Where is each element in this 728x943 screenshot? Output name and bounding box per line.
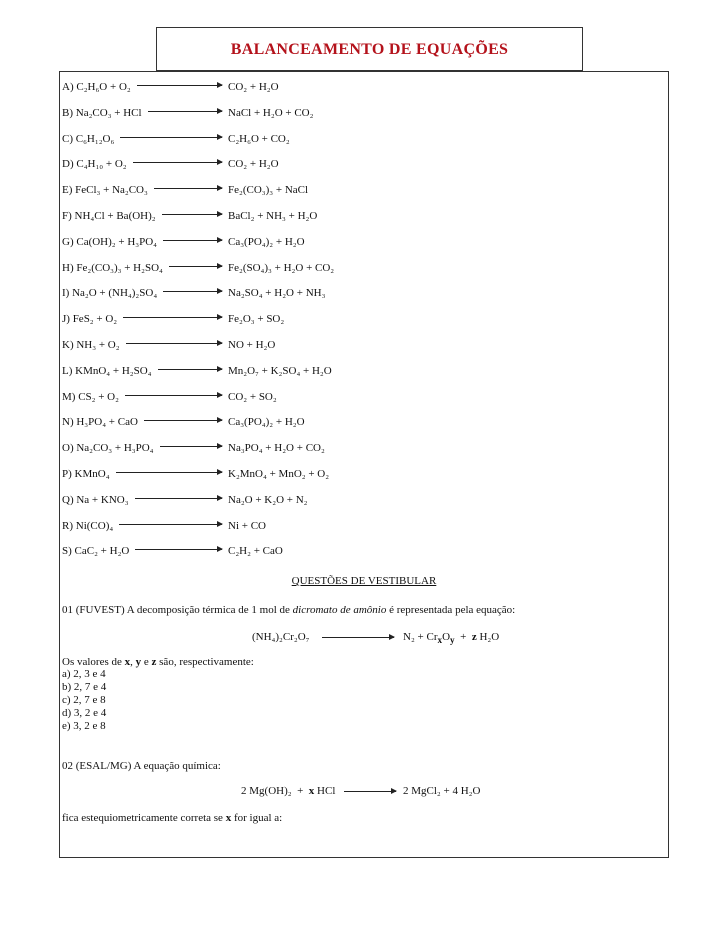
option-a: a) 2, 3 e 4 — [62, 668, 106, 680]
equation-products: Na₂O + K₂O + N₂ — [228, 493, 308, 506]
equation-products: Ni + CO — [228, 519, 266, 532]
option-d: d) 3, 2 e 4 — [62, 707, 107, 719]
reaction-arrow — [123, 317, 222, 318]
q1-rhs-part: N₂ + Cr — [403, 631, 438, 643]
question-1-header — [62, 604, 515, 617]
equation-products: C₂H₆O + CO₂ — [228, 132, 290, 145]
question-2-equation-rhs: 2 MgCl₂ + 4 H₂O — [403, 785, 481, 797]
page-title: BALANCEAMENTO DE EQUAÇÕES — [230, 41, 509, 58]
question-2-stem — [62, 812, 282, 825]
q2-stem-part: fica estequiometricamente correta se — [62, 812, 226, 824]
reaction-arrow — [160, 446, 222, 447]
equation-reactants: A) C₂H₆O + O₂ — [62, 81, 131, 93]
equation-reactants: H) Fe₂(CO₃)₃ + H₂SO₄ — [62, 261, 163, 274]
equation-products: Na₃PO₄ + H₂O + CO₂ — [228, 442, 325, 455]
q1-rhs-part: H₂O — [476, 631, 500, 643]
q1-rhs-part: O — [442, 631, 451, 643]
equation-reactants: R) Ni(CO)₄ — [62, 519, 114, 532]
equation-products: Fe₂(CO₃)₃ + NaCl — [228, 184, 309, 197]
reaction-arrow — [144, 420, 222, 421]
equation-reactants: B) Na₂CO₃ + HCl — [62, 106, 142, 119]
reaction-arrow — [162, 214, 222, 215]
equation-reactants: K) NH₃ + O₂ — [62, 339, 120, 351]
q2-eq-x: x — [308, 785, 315, 797]
equation-products: CO₂ + H₂O — [228, 158, 279, 171]
equation-reactants: C) C₆H₁₂O₆ — [62, 132, 115, 145]
content-frame — [59, 71, 669, 858]
question-1-equation-rhs — [403, 631, 499, 647]
section-title: QUESTÕES DE VESTIBULAR — [291, 575, 437, 587]
reaction-arrow — [137, 85, 222, 86]
option-e: e) 3, 2 e 8 — [62, 720, 106, 732]
reaction-arrow — [125, 395, 222, 396]
equation-products: NaCl + H₂O + CO₂ — [228, 106, 314, 119]
reaction-arrow — [135, 549, 222, 550]
equation-reactants: M) CS₂ + O₂ — [62, 390, 119, 403]
equation-products: Fe₂O₃ + SO₂ — [228, 313, 285, 326]
question-2-equation-lhs — [241, 785, 335, 798]
reaction-arrow — [133, 162, 222, 163]
reaction-arrow — [135, 498, 222, 499]
reaction-arrow — [169, 266, 222, 267]
q1-stem-part: Os valores de — [62, 656, 125, 668]
q2-stem-x: x — [225, 812, 232, 824]
reaction-arrow — [158, 369, 222, 370]
q2-lhs-part: 2 Mg(OH)₂ + — [241, 785, 309, 797]
equation-products: Mn₂O₇ + K₂SO₄ + H₂O — [228, 364, 332, 377]
equation-reactants: P) KMnO₄ — [62, 468, 110, 480]
q1-italic: dicromato de amônio — [292, 604, 387, 616]
equation-products: Ca₃(PO₄)₂ + H₂O — [228, 416, 305, 429]
q2-stem-part: for igual a: — [231, 812, 283, 824]
equation-products: CO₂ + H₂O — [228, 81, 279, 93]
q1-stem-part: e — [141, 656, 152, 668]
reaction-arrow — [154, 188, 222, 189]
q1-eq-z: z — [471, 631, 477, 643]
equation-reactants: O) Na₂CO₃ + H₃PO₄ — [62, 442, 154, 455]
equation-reactants: Q) Na + KNO₃ — [62, 493, 129, 506]
q1-eq-y: y — [450, 635, 455, 646]
reaction-arrow — [163, 240, 222, 241]
equation-products: C₂H₂ + CaO — [228, 545, 283, 558]
equation-products: CO₂ + SO₂ — [228, 390, 277, 403]
title-box — [156, 27, 583, 71]
equation-reactants: N) H₃PO₄ + CaO — [62, 416, 138, 429]
q2-lhs-part: HCl — [314, 785, 336, 797]
reaction-arrow — [116, 472, 222, 473]
reaction-arrow — [119, 524, 222, 525]
equation-reactants: L) KMnO₄ + H₂SO₄ — [62, 364, 152, 377]
reaction-arrow — [148, 111, 222, 112]
q1-stem-y: y — [135, 656, 142, 668]
question-2-header: 02 (ESAL/MG) A equação química: — [62, 760, 221, 772]
q1-stem-z: z — [151, 656, 157, 668]
equation-reactants: J) FeS₂ + O₂ — [62, 313, 118, 326]
equation-reactants: I) Na₂O + (NH₄)₂SO₄ — [62, 287, 158, 300]
reaction-arrow — [322, 637, 394, 638]
reaction-arrow — [126, 343, 222, 344]
q1-stem-part: , — [130, 656, 136, 668]
q1-stem-x: x — [124, 656, 131, 668]
q1-stem-part: são, respectivamente: — [156, 656, 254, 668]
reaction-arrow — [120, 137, 222, 138]
equation-products: BaCl₂ + NH₃ + H₂O — [228, 210, 318, 222]
reaction-arrow — [163, 291, 222, 292]
q1-suffix: é representada pela equação: — [386, 604, 516, 616]
equation-reactants: D) C₄H₁₀ + O₂ — [62, 158, 127, 171]
question-1-equation-lhs: (NH₄)₂Cr₂O₇ — [252, 631, 310, 643]
equation-reactants: E) FeCl₃ + Na₂CO₃ — [62, 184, 148, 197]
equation-reactants: G) Ca(OH)₂ + H₃PO₄ — [62, 235, 158, 248]
equation-products: NO + H₂O — [228, 339, 276, 351]
equation-products: Fe₂(SO₄)₃ + H₂O + CO₂ — [228, 261, 335, 274]
equation-products: Ca₃(PO₄)₂ + H₂O — [228, 235, 305, 248]
option-b: b) 2, 7 e 4 — [62, 681, 107, 693]
option-c: c) 2, 7 e 8 — [62, 694, 106, 706]
q1-eq-x: x — [437, 635, 443, 646]
question-1-options — [62, 668, 106, 733]
equation-products: Na₂SO₄ + H₂O + NH₃ — [228, 287, 326, 300]
q1-prefix: 01 (FUVEST) A decomposição térmica de 1 mol de — [62, 604, 293, 616]
reaction-arrow — [344, 791, 396, 792]
equation-products: K₂MnO₄ + MnO₂ + O₂ — [228, 468, 330, 480]
equation-reactants: S) CaC₂ + H₂O — [62, 545, 130, 558]
equation-reactants: F) NH₄Cl + Ba(OH)₂ — [62, 210, 156, 222]
q1-rhs-part: + — [454, 631, 472, 643]
